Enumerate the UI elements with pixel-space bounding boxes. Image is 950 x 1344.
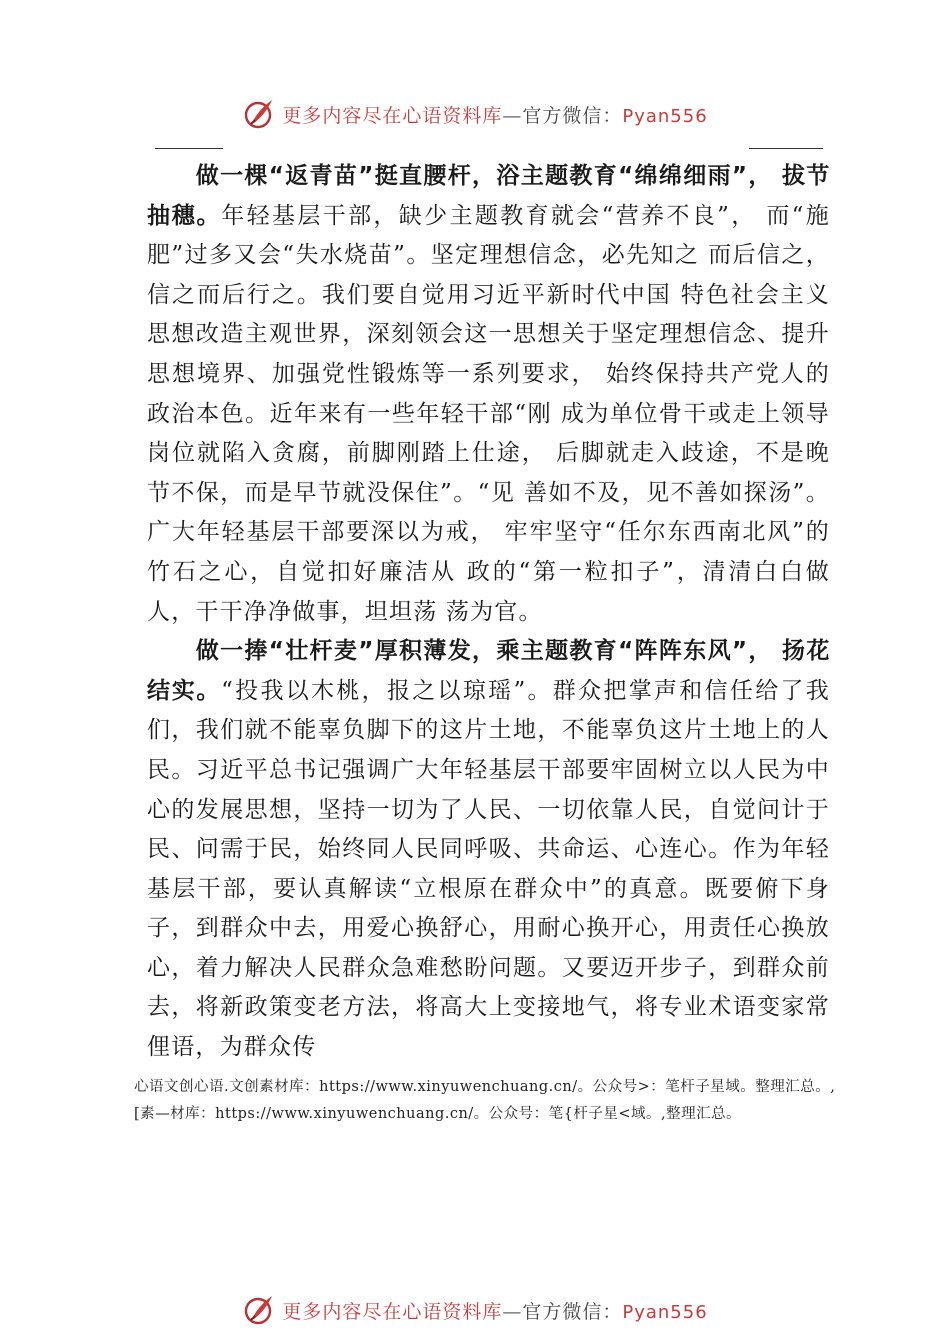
header-slogan-text: 更多内容尽在心语资料库	[282, 104, 503, 127]
footer-banner	[0, 1290, 950, 1330]
header-rule-left	[155, 148, 223, 149]
header-wechat-id: Pyan556	[622, 105, 708, 127]
footer-brand: 官方微信：	[522, 1300, 623, 1323]
footer-wechat-id: Pyan556	[622, 1301, 708, 1323]
quill-logo-icon	[242, 97, 276, 131]
quill-logo-icon	[242, 1293, 276, 1327]
document-body	[147, 157, 830, 1068]
footer-slogan	[282, 1297, 707, 1324]
paragraph-1	[147, 157, 830, 632]
paragraph-1-lead: 做一棵“返青苗”挺直腰杆，浴主题教育“绵绵细雨”， 拔节抽穗。	[147, 163, 830, 229]
paragraph-2-body: “投我以木桃，报之以琼瑶”。群众把掌声和信任给了我们，我们就不能辜负脚下的这片土地，不能辜负这片土地上的人民。习近平总书记强调广大年轻基层干部要牢固树立以人民为中心的发展思想，坚持一切为了人民、一切依靠人民，自觉问计于民、问需于民，始终同人民同呼吸、共命运、心连心。作为年轻基层干部，要认真解读“立根原在群众中”的真意。既要俯下身子，到群众中去，用爱心换舒心，用耐心换开心，用责任心换放心，着力解决人民群众急难愁盼问题。又要迈开步子，到群众前去，将新政策变老方法，将高大上变接地气，将专业术语变家常俚语，为群众传	[147, 677, 830, 1061]
footer-separator: —	[502, 1300, 523, 1323]
source-note: 心语文创心语.文创素材库：https://www.xinyuwenchuang.cn/。公众号>：笔杆子星域。整理汇总。,[素—材库：https://www.xinyuwenchuang.cn/。公众号：笔{杆子星<域。,整理汇总。	[134, 1079, 836, 1122]
header-slogan	[282, 101, 707, 128]
paragraph-2	[147, 632, 830, 1068]
paragraph-1-body: 年轻基层干部，缺少主题教育就会“营养不良”， 而“施肥”过多又会“失水烧苗”。坚定理想信念，必先知之 而后信之，信之而后行之。我们要自觉用习近平新时代中国 特色社会主义思想改造主观世界，深刻领会这一思想关于坚定理想信念、提升思想境界、加强党性锻炼等一系列要求， 始终保持共产党人的政治本色。近年来有一些年轻干部“刚 成为单位骨干或走上领导岗位就陷入贪腐，前脚刚踏上仕途， 后脚就走入歧途，不是晚节不保，而是早节就没保住”。“见 善如不及，见不善如探汤”。广大年轻基层干部要深以为戒， 牢牢坚守“任尔东西南北风”的竹石之心，自觉扣好廉洁从 政的“第一粒扣子”，清清白白做人，干干净净做事，坦坦荡 荡为官。	[147, 202, 830, 625]
footer-slogan-text: 更多内容尽在心语资料库	[282, 1300, 503, 1323]
header-rule-right	[749, 148, 823, 149]
paragraph-2-lead: 做一捧“壮杆麦”厚积薄发，乘主题教育“阵阵东风”， 扬花结实。	[147, 638, 830, 704]
header-separator: —	[502, 104, 523, 127]
header-banner	[0, 94, 950, 134]
header-brand: 官方微信：	[522, 104, 623, 127]
